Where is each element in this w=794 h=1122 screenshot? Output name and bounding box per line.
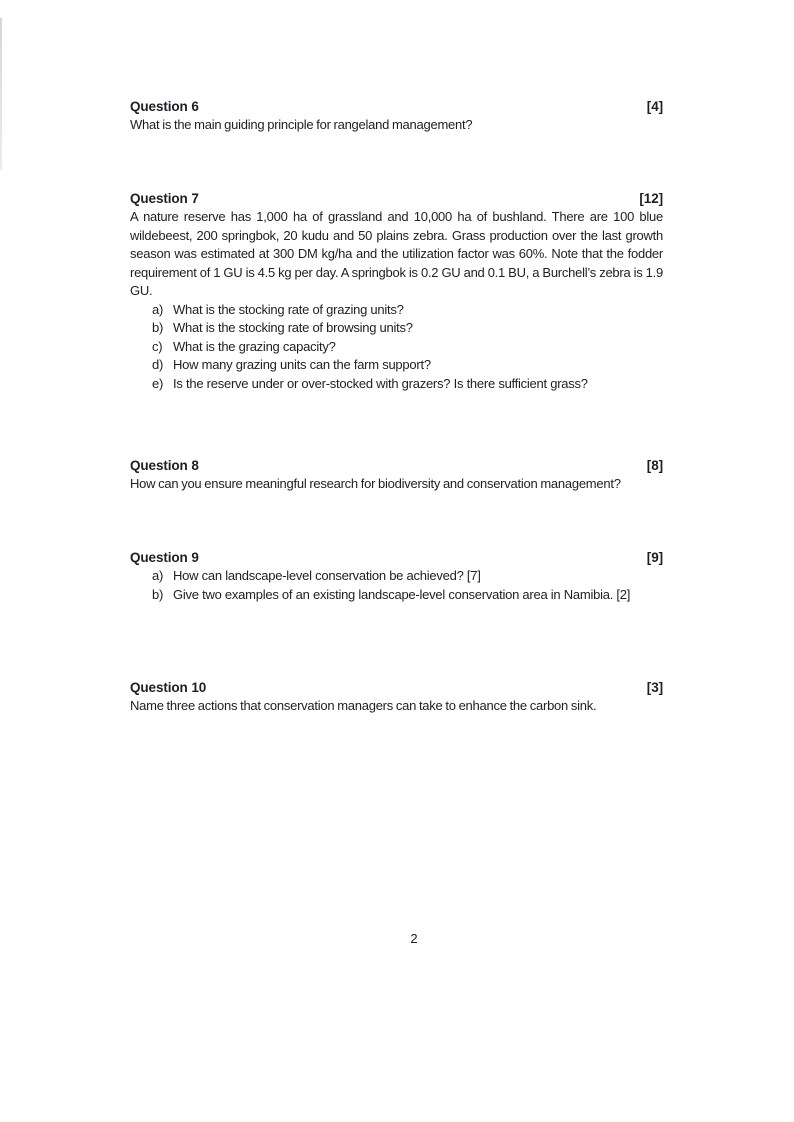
item-text: How can landscape-level conservation be achieved? [7] [173,568,481,583]
list-item [130,338,663,357]
question-7-subquestions [130,301,663,394]
item-text: What is the stocking rate of grazing units? [173,301,404,317]
question-9 [130,548,663,604]
list-item [130,567,663,586]
list-item [130,375,663,394]
item-label: e) [152,375,164,391]
list-item [130,356,663,375]
question-9-title: Question 9 [130,550,199,565]
item-label: c) [152,338,163,354]
list-item [130,319,663,338]
question-10 [130,678,663,716]
question-7-body: A nature reserve has 1,000 ha of grassland and 10,000 ha of bushland. There are 100 blue wildebeest, 200 springbok, 20 kudu and 50 plains zebra. Grass production over the last growth season was estimated at 300 DM kg/ha and the utilization factor was 60%. Note that the fodder requirement of 1 GU is 4.5 kg per day. A springbok is 0.2 GU and 0.1 BU, a Burchell’s zebra is 1.9 GU. [130,209,663,298]
question-7 [130,189,663,393]
scan-artifact-line [0,18,2,170]
question-6-header [130,97,663,116]
item-text: What is the grazing capacity? [173,338,336,354]
question-6 [130,97,663,135]
item-text: What is the stocking rate of browsing units? [173,320,413,335]
question-7-header [130,189,663,208]
item-label: a) [152,568,164,583]
item-label: a) [152,301,164,317]
page-number: 2 [410,931,418,946]
question-9-subquestions [130,567,663,604]
item-text: Is the reserve under or over-stocked with grazers? Is there sufficient grass? [173,375,588,391]
question-10-title: Question 10 [130,680,207,695]
question-8-header [130,456,663,475]
item-text: Give two examples of an existing landscape-level conservation area in Namibia. [2] [173,586,631,602]
question-9-header [130,548,663,567]
question-7-marks: [12] [639,191,663,206]
question-9-marks: [9] [646,550,663,565]
item-label: d) [152,357,164,372]
question-10-marks: [3] [646,680,663,695]
question-6-title: Question 6 [130,99,199,114]
item-label: b) [152,320,164,335]
item-label: b) [152,586,164,602]
question-8-marks: [8] [646,458,663,473]
question-6-body: What is the main guiding principle for rangeland management? [130,117,473,132]
question-7-title: Question 7 [130,191,199,206]
list-item [130,586,663,605]
question-8-body: How can you ensure meaningful research for biodiversity and conservation management? [130,476,621,491]
question-8-title: Question 8 [130,458,199,473]
list-item [130,301,663,320]
question-6-marks: [4] [646,99,663,114]
question-8 [130,456,663,494]
question-10-header [130,678,663,697]
item-text: How many grazing units can the farm support? [173,357,431,372]
question-10-body: Name three actions that conservation managers can take to enhance the carbon sink. [130,698,597,713]
